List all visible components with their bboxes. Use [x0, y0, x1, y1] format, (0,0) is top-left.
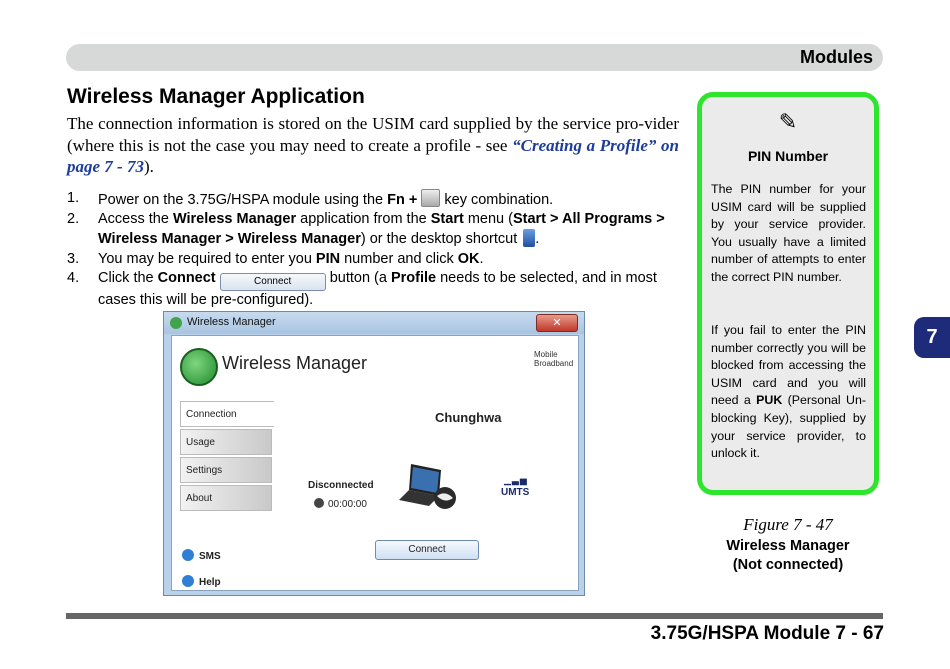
tab-usage[interactable]: Usage: [180, 429, 272, 455]
carrier-name: Chunghwa: [435, 410, 502, 425]
step-number: 1.: [67, 190, 80, 206]
step-2: [67, 210, 679, 249]
step-text: button (a: [325, 269, 391, 286]
mobile-broadband-logo: [534, 350, 573, 368]
intro-text: The connection information is stored on the USIM card supplied by the service pro-vider (where this is not the case you may need to create a profile - see: [67, 114, 679, 155]
step-1: [67, 189, 679, 210]
step-text: Click the: [98, 269, 158, 286]
sms-icon: [182, 549, 194, 561]
note-text: (Personal Un-blocking Key), supplied by your service provider, to unlock it.: [711, 393, 866, 461]
timer-value: 00:00:00: [328, 499, 367, 510]
signal-bars-icon: ▁▃▅: [504, 475, 528, 485]
note-title: PIN Number: [747, 148, 829, 164]
intro-text-end: ).: [143, 157, 154, 176]
bold-term: Start: [430, 211, 464, 228]
note-paragraph: [711, 322, 866, 463]
signal-logo-icon: [180, 348, 218, 386]
cross-reference-link[interactable]: “Creating a Profile” on page 7 - 73: [67, 135, 679, 176]
connection-status: Disconnected: [308, 480, 374, 491]
step-3: [67, 250, 679, 269]
bold-term: OK: [457, 250, 480, 267]
figure-caption: [698, 537, 878, 575]
key-icon: [421, 189, 440, 207]
note-paragraph: The PIN number for your USIM card will be supplied by your service provider. You usually have a limited number of attempts to enter the correct PIN number.: [711, 182, 866, 284]
tab-settings[interactable]: Settings: [180, 457, 272, 483]
app-name: Wireless Manager: [222, 353, 368, 373]
note-text: If you fail to enter the PIN number correctly you will be blocked from accessing the USIM card and you will need a: [711, 323, 866, 408]
app-icon: [170, 317, 182, 329]
step-text: number and click: [340, 250, 458, 267]
steps-list: [67, 189, 679, 310]
step-4: [67, 269, 679, 310]
window-titlebar[interactable]: [164, 312, 584, 334]
step-text: .: [535, 231, 540, 248]
connect-button[interactable]: Connect: [375, 540, 479, 560]
step-text: .: [479, 250, 484, 267]
wireless-manager-window: [163, 311, 585, 596]
laptop-globe-icon: [399, 460, 457, 512]
tab-about[interactable]: About: [180, 485, 272, 511]
connection-timer: [314, 498, 367, 510]
step-text: Access the: [98, 211, 173, 228]
footer-rule: [66, 613, 883, 619]
caption-line: Wireless Manager: [726, 538, 850, 554]
tab-connection[interactable]: Connection: [180, 401, 274, 427]
step-number: 4.: [67, 269, 80, 286]
pen-icon: ✎: [778, 109, 798, 134]
step-text: Power on the 3.75G/HSPA module using the: [98, 192, 388, 208]
clock-icon: [314, 498, 324, 508]
step-text: menu (: [463, 211, 513, 228]
pin-note-box: [697, 92, 879, 495]
footer-page-label: 3.75G/HSPA Module 7 - 67: [650, 623, 884, 644]
brand-line: Mobile: [534, 350, 558, 359]
bold-term: Connect: [157, 269, 216, 286]
section-title: Modules: [799, 47, 873, 67]
puk-term: PUK: [756, 393, 783, 408]
network-type: UMTS: [501, 487, 530, 498]
sms-link[interactable]: [182, 549, 221, 562]
close-button[interactable]: ✕: [536, 314, 578, 332]
desktop-shortcut-icon: [523, 229, 535, 247]
sms-label: SMS: [199, 551, 221, 562]
step-text: needs to be selected, and in most cases this will be pre-configured).: [98, 269, 657, 308]
help-icon: [182, 575, 194, 587]
caption-line: (Not connected): [732, 557, 844, 573]
page-title: Wireless Manager Application: [67, 85, 365, 108]
key-label: Fn +: [387, 192, 418, 208]
menu-path: Start > All Programs > Wireless Manager > Wireless Manager: [98, 211, 665, 248]
header-bar: [66, 44, 883, 71]
brand-line: Broadband: [534, 359, 574, 368]
bold-term: Profile: [390, 269, 437, 286]
step-text: application from the: [296, 211, 431, 228]
step-text: ) or the desktop shortcut: [360, 231, 522, 248]
step-number: 3.: [67, 250, 80, 267]
window-title: Wireless Manager: [187, 316, 276, 328]
intro-paragraph: [67, 113, 679, 178]
step-text: key combination.: [440, 192, 554, 208]
help-link[interactable]: [182, 575, 221, 588]
connect-button-image: Connect: [220, 273, 326, 291]
help-label: Help: [199, 577, 221, 588]
step-number: 2.: [67, 211, 80, 228]
bold-term: Wireless Manager: [172, 211, 297, 228]
chapter-tab[interactable]: 7: [914, 317, 950, 358]
step-text: You may be required to enter you: [98, 250, 316, 267]
figure-number: Figure 7 - 47: [743, 515, 833, 534]
bold-term: PIN: [315, 250, 341, 267]
